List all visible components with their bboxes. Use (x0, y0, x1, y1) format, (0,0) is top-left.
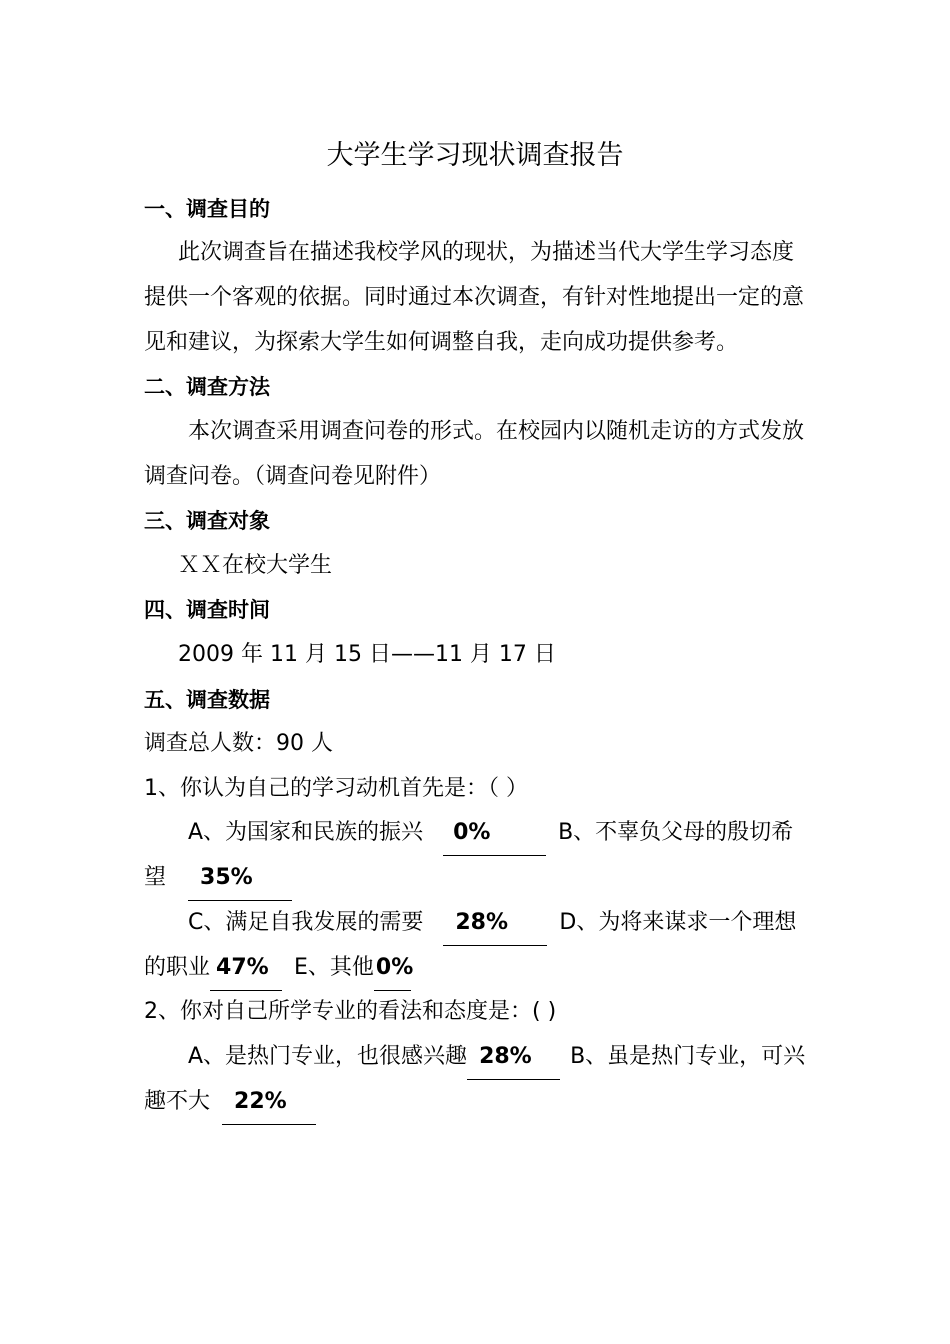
option-d-percent: 47% (210, 953, 282, 991)
option-b-label-continued: 望 (144, 865, 167, 890)
question-1-row-1 (188, 818, 793, 848)
option-a-percent: 0% (443, 818, 546, 856)
question-2-row-2 (144, 1087, 316, 1117)
q2-option-b-percent: 22% (222, 1087, 316, 1125)
option-d-label-continued: 的职业 (144, 955, 211, 980)
option-c-percent: 28% (443, 908, 547, 946)
section-heading-method: 二、调查方法 (144, 375, 270, 399)
section-heading-subject: 三、调查对象 (144, 509, 270, 533)
question-1-row-4 (144, 953, 414, 983)
question-1: 1、你认为自己的学习动机首先是：（ ） (144, 776, 528, 801)
option-b-label: B、不辜负父母的殷切希 (558, 820, 794, 845)
survey-total: 调查总人数：90 人 (144, 731, 333, 756)
section-heading-data: 五、调查数据 (144, 688, 270, 712)
question-2-row-1 (188, 1042, 805, 1072)
paragraph-purpose-line-1: 此次调查旨在描述我校学风的现状，为描述当代大学生学习态度 (178, 240, 795, 265)
question-1-row-3 (188, 908, 796, 938)
paragraph-method-line-1: 本次调查采用调查问卷的形式。在校园内以随机走访的方式发放 (188, 419, 805, 444)
option-e-percent: 0% (374, 953, 411, 991)
paragraph-purpose-line-3: 见和建议，为探索大学生如何调整自我，走向成功提供参考。 (144, 330, 739, 355)
q2-option-a-percent: 28% (467, 1042, 560, 1080)
page-title: 大学生学习现状调查报告 (326, 140, 624, 171)
paragraph-purpose-line-2: 提供一个客观的依据。同时通过本次调查，有针对性地提出一定的意 (144, 285, 805, 310)
q2-option-b-label: B、虽是热门专业，可兴 (570, 1044, 806, 1069)
option-c-label: C、满足自我发展的需要 (188, 910, 424, 935)
option-e-label: E、其他 (294, 955, 374, 980)
question-1-row-2 (144, 863, 292, 893)
paragraph-subject: ＸＸ在校大学生 (178, 553, 333, 578)
option-a-label: A、为国家和民族的振兴 (188, 820, 424, 845)
option-d-label: D、为将来谋求一个理想 (559, 910, 797, 935)
paragraph-time: 2009 年 11 月 15 日——11 月 17 日 (178, 642, 556, 667)
q2-option-b-label-continued: 趣不大 (144, 1089, 211, 1114)
option-b-percent: 35% (188, 863, 292, 901)
question-2: 2、你对自己所学专业的看法和态度是：( ) (144, 999, 557, 1024)
section-heading-purpose: 一、调查目的 (144, 197, 270, 221)
q2-option-a-label: A、是热门专业，也很感兴趣 (188, 1044, 468, 1069)
section-heading-time: 四、调查时间 (144, 598, 270, 622)
paragraph-method-line-2: 调查问卷。（调查问卷见附件） (144, 464, 442, 489)
